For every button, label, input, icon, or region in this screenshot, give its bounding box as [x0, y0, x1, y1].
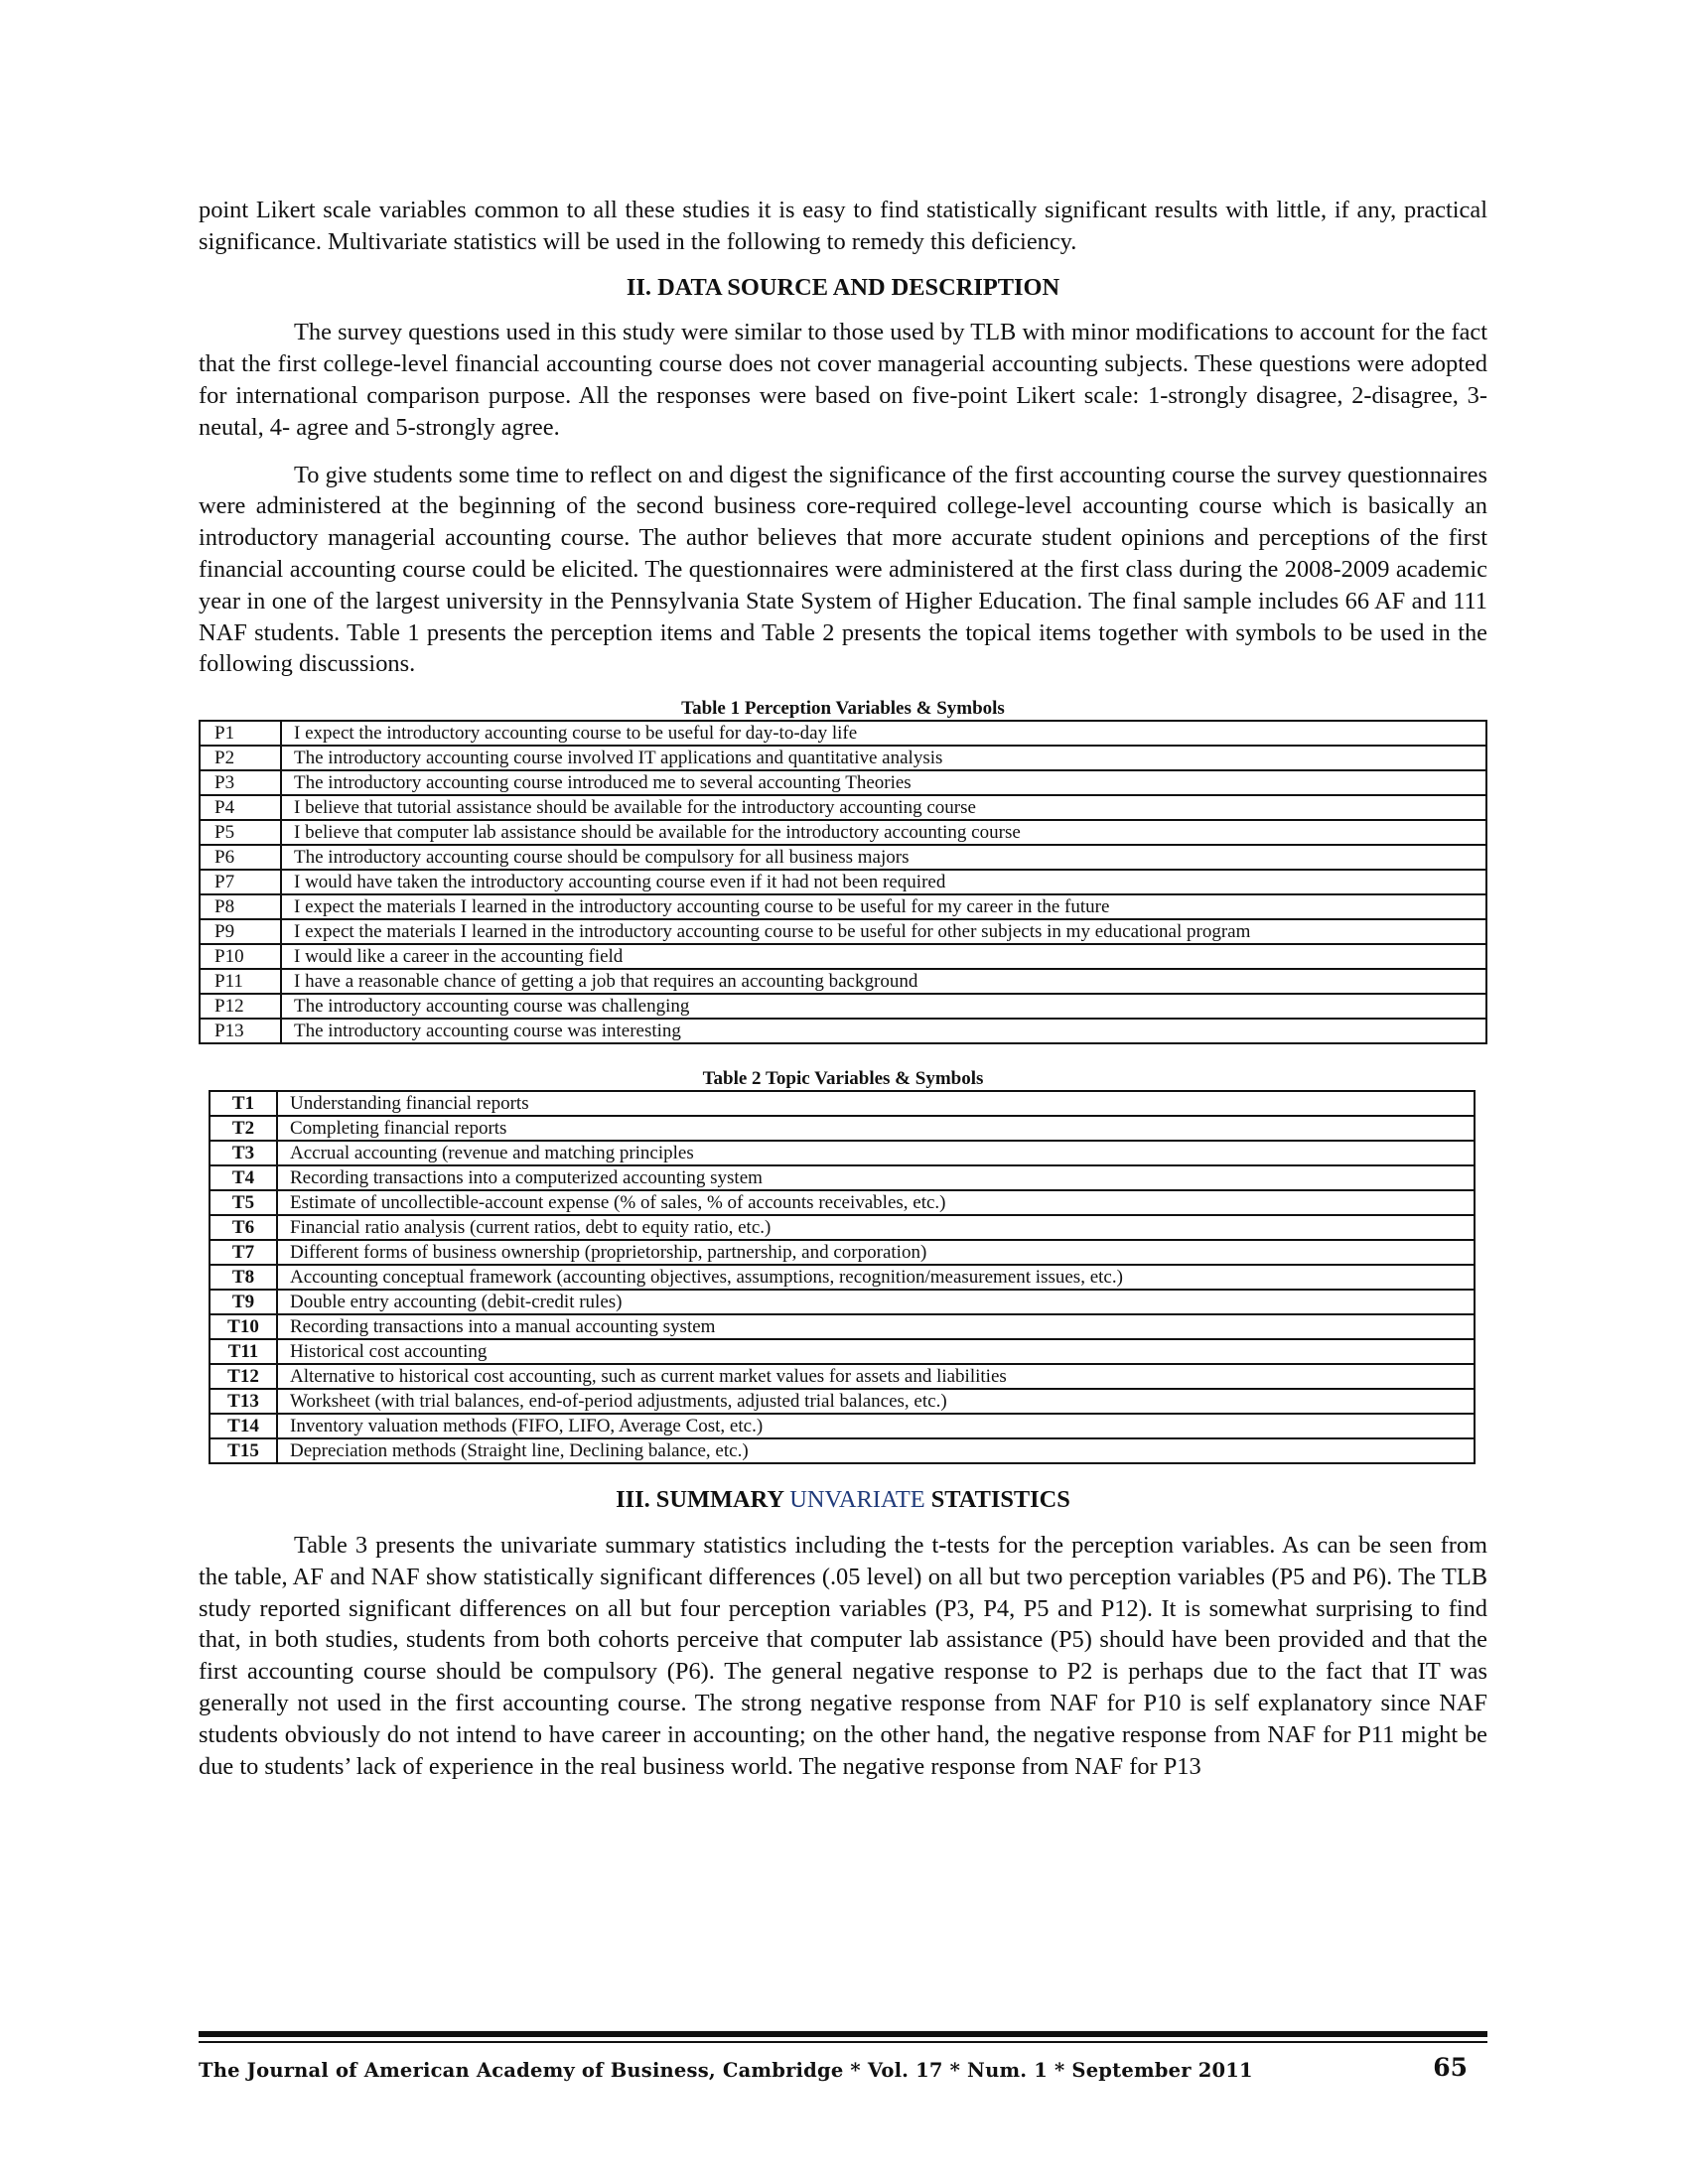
table-row [210, 1414, 1475, 1438]
variable-symbol: P4 [200, 795, 281, 820]
variable-description: Completing financial reports [277, 1116, 1475, 1141]
table-row [200, 845, 1486, 870]
table-row [200, 770, 1486, 795]
table-row [210, 1265, 1475, 1290]
variable-description: The introductory accounting course was challenging [281, 994, 1486, 1019]
variable-description: Historical cost accounting [277, 1339, 1475, 1364]
table-row [200, 746, 1486, 770]
variable-symbol: P10 [200, 944, 281, 969]
variable-description: Different forms of business ownership (proprietorship, partnership, and corporation) [277, 1240, 1475, 1265]
variable-symbol: P6 [200, 845, 281, 870]
data-source-paragraph-1: The survey questions used in this study were similar to those used by TLB with minor modifications to account for the fact that the first college-level financial accounting course does not cover managerial accounting subjects. These questions were adopted for international comparison purpose. All the responses were based on five-point Likert scale: 1-strongly disagree, 2-disagree, 3-neutal, 4- agree and 5-strongly agree. [199, 319, 1487, 441]
variable-description: I have a reasonable chance of getting a job that requires an accounting background [281, 969, 1486, 994]
table-row [210, 1438, 1475, 1463]
variable-description: Depreciation methods (Straight line, Declining balance, etc.) [277, 1438, 1475, 1463]
variable-symbol: T8 [210, 1265, 277, 1290]
page-footer [199, 2053, 1487, 2089]
heading-highlight: UNVARIATE [789, 1486, 925, 1514]
table-row [210, 1240, 1475, 1265]
table-row [200, 820, 1486, 845]
variable-description: Recording transactions into a manual accounting system [277, 1314, 1475, 1339]
variable-description: Estimate of uncollectible-account expense (% of sales, % of accounts receivables, etc.) [277, 1190, 1475, 1215]
data-source-paragraph-2: To give students some time to reflect on and digest the significance of the first accounting course the survey questionnaires were administered at the beginning of the second business core-required college-level accounting course which is basically an introductory managerial accounting course. The author believes that more accurate student opinions and perceptions of the first financial accounting course could be elicited. The questionnaires were administered at the first class during the 2008-2009 academic year in one of the largest university in the Pennsylvania State System of Higher Education. The final sample includes 66 AF and 111 NAF students. Table 1 presents the perception items and Table 2 presents the topical items together with symbols to be used in the following discussions. [199, 461, 1487, 678]
intro-paragraph: point Likert scale variables common to all these studies it is easy to find statistically significant results with little, if any, practical significance. Multivariate statistics will be used in the following to remedy this deficiency. [199, 197, 1487, 255]
variable-description: Inventory valuation methods (FIFO, LIFO, Average Cost, etc.) [277, 1414, 1475, 1438]
table1-caption: Table 1 Perception Variables & Symbols [681, 698, 1005, 720]
variable-symbol: T4 [210, 1165, 277, 1190]
variable-description: The introductory accounting course should be compulsory for all business majors [281, 845, 1486, 870]
table-row [210, 1389, 1475, 1414]
variable-symbol: T2 [210, 1116, 277, 1141]
table-row [200, 994, 1486, 1019]
variable-symbol: T3 [210, 1141, 277, 1165]
table2-caption: Table 2 Topic Variables & Symbols [702, 1068, 984, 1090]
variable-symbol: P8 [200, 894, 281, 919]
table-row [210, 1339, 1475, 1364]
table-row [210, 1290, 1475, 1314]
variable-description: I expect the materials I learned in the introductory accounting course to be useful for other subjects in my educational program [281, 919, 1486, 944]
variable-symbol: T10 [210, 1314, 277, 1339]
variable-description: I expect the materials I learned in the introductory accounting course to be useful for my career in the future [281, 894, 1486, 919]
variable-symbol: T14 [210, 1414, 277, 1438]
table-row [210, 1190, 1475, 1215]
variable-description: Worksheet (with trial balances, end-of-period adjustments, adjusted trial balances, etc.) [277, 1389, 1475, 1414]
variable-description: I believe that computer lab assistance should be available for the introductory accounting course [281, 820, 1486, 845]
variable-symbol: P11 [200, 969, 281, 994]
heading-pre: III. SUMMARY [616, 1486, 790, 1514]
section-heading-data-source: II. DATA SOURCE AND DESCRIPTION [626, 273, 1060, 301]
table-row [210, 1141, 1475, 1165]
heading-post: STATISTICS [924, 1486, 1070, 1514]
table-row [210, 1116, 1475, 1141]
variable-symbol: T13 [210, 1389, 277, 1414]
section-heading-summary-statistics [199, 1484, 1487, 1516]
footer-rule-thin [199, 2041, 1487, 2043]
variable-description: Understanding financial reports [277, 1091, 1475, 1116]
table-row [200, 944, 1486, 969]
variable-symbol: T9 [210, 1290, 277, 1314]
table-row [200, 870, 1486, 894]
footer-rule-thick [199, 2031, 1487, 2037]
table-row [200, 919, 1486, 944]
variable-symbol: T1 [210, 1091, 277, 1116]
variable-symbol: P9 [200, 919, 281, 944]
variable-symbol: P1 [200, 721, 281, 746]
variable-symbol: P7 [200, 870, 281, 894]
variable-symbol: T7 [210, 1240, 277, 1265]
variable-description: I would have taken the introductory accounting course even if it had not been required [281, 870, 1486, 894]
variable-symbol: P5 [200, 820, 281, 845]
variable-description: Double entry accounting (debit-credit rules) [277, 1290, 1475, 1314]
variable-symbol: P13 [200, 1019, 281, 1043]
variable-description: Recording transactions into a computerized accounting system [277, 1165, 1475, 1190]
variable-symbol: T15 [210, 1438, 277, 1463]
variable-symbol: P3 [200, 770, 281, 795]
variable-description: Accounting conceptual framework (accounting objectives, assumptions, recognition/measurement issues, etc.) [277, 1265, 1475, 1290]
variable-description: The introductory accounting course involved IT applications and quantitative analysis [281, 746, 1486, 770]
variable-symbol: P2 [200, 746, 281, 770]
variable-description: The introductory accounting course was interesting [281, 1019, 1486, 1043]
variable-symbol: T5 [210, 1190, 277, 1215]
table-row [200, 795, 1486, 820]
variable-symbol: T12 [210, 1364, 277, 1389]
table-row [210, 1091, 1475, 1116]
topic-variables-table [209, 1090, 1476, 1464]
variable-description: I believe that tutorial assistance should be available for the introductory accounting course [281, 795, 1486, 820]
table-row [200, 894, 1486, 919]
table-row [200, 1019, 1486, 1043]
perception-variables-table [199, 720, 1487, 1044]
variable-symbol: T6 [210, 1215, 277, 1240]
page-content [199, 195, 1487, 1782]
page-number: 65 [1433, 2053, 1468, 2082]
table-row [200, 969, 1486, 994]
table-row [210, 1215, 1475, 1240]
summary-statistics-paragraph: Table 3 presents the univariate summary statistics including the t-tests for the perception variables. As can be seen from the table, AF and NAF show statistically significant differences (.05 level) on all but two perception variables (P5 and P6). The TLB study reported significant differences on all but four perception variables (P3, P4, P5 and P12). It is somewhat surprising to find that, in both studies, students from both cohorts perceive that computer lab assistance (P5) should have been provided and that the first accounting course should be compulsory (P6). The general negative response to P2 is perhaps due to the fact that IT was generally not used in the first accounting course. The strong negative response from NAF for P10 is self explanatory since NAF students obviously do not intend to have career in accounting; on the other hand, the negative response from NAF for P11 might be due to students’ lack of experience in the real business world. The negative response from NAF for P13 [199, 1531, 1487, 1780]
variable-symbol: T11 [210, 1339, 277, 1364]
table-row [210, 1165, 1475, 1190]
table-row [210, 1314, 1475, 1339]
variable-description: I expect the introductory accounting course to be useful for day-to-day life [281, 721, 1486, 746]
variable-symbol: P12 [200, 994, 281, 1019]
variable-description: I would like a career in the accounting field [281, 944, 1486, 969]
journal-citation: The Journal of American Academy of Business, Cambridge * Vol. 17 * Num. 1 * September 2011 [199, 2059, 1253, 2082]
table-row [210, 1364, 1475, 1389]
variable-description: Accrual accounting (revenue and matching principles [277, 1141, 1475, 1165]
variable-description: Financial ratio analysis (current ratios, debt to equity ratio, etc.) [277, 1215, 1475, 1240]
variable-description: Alternative to historical cost accounting, such as current market values for assets and liabilities [277, 1364, 1475, 1389]
variable-description: The introductory accounting course introduced me to several accounting Theories [281, 770, 1486, 795]
table-row [200, 721, 1486, 746]
